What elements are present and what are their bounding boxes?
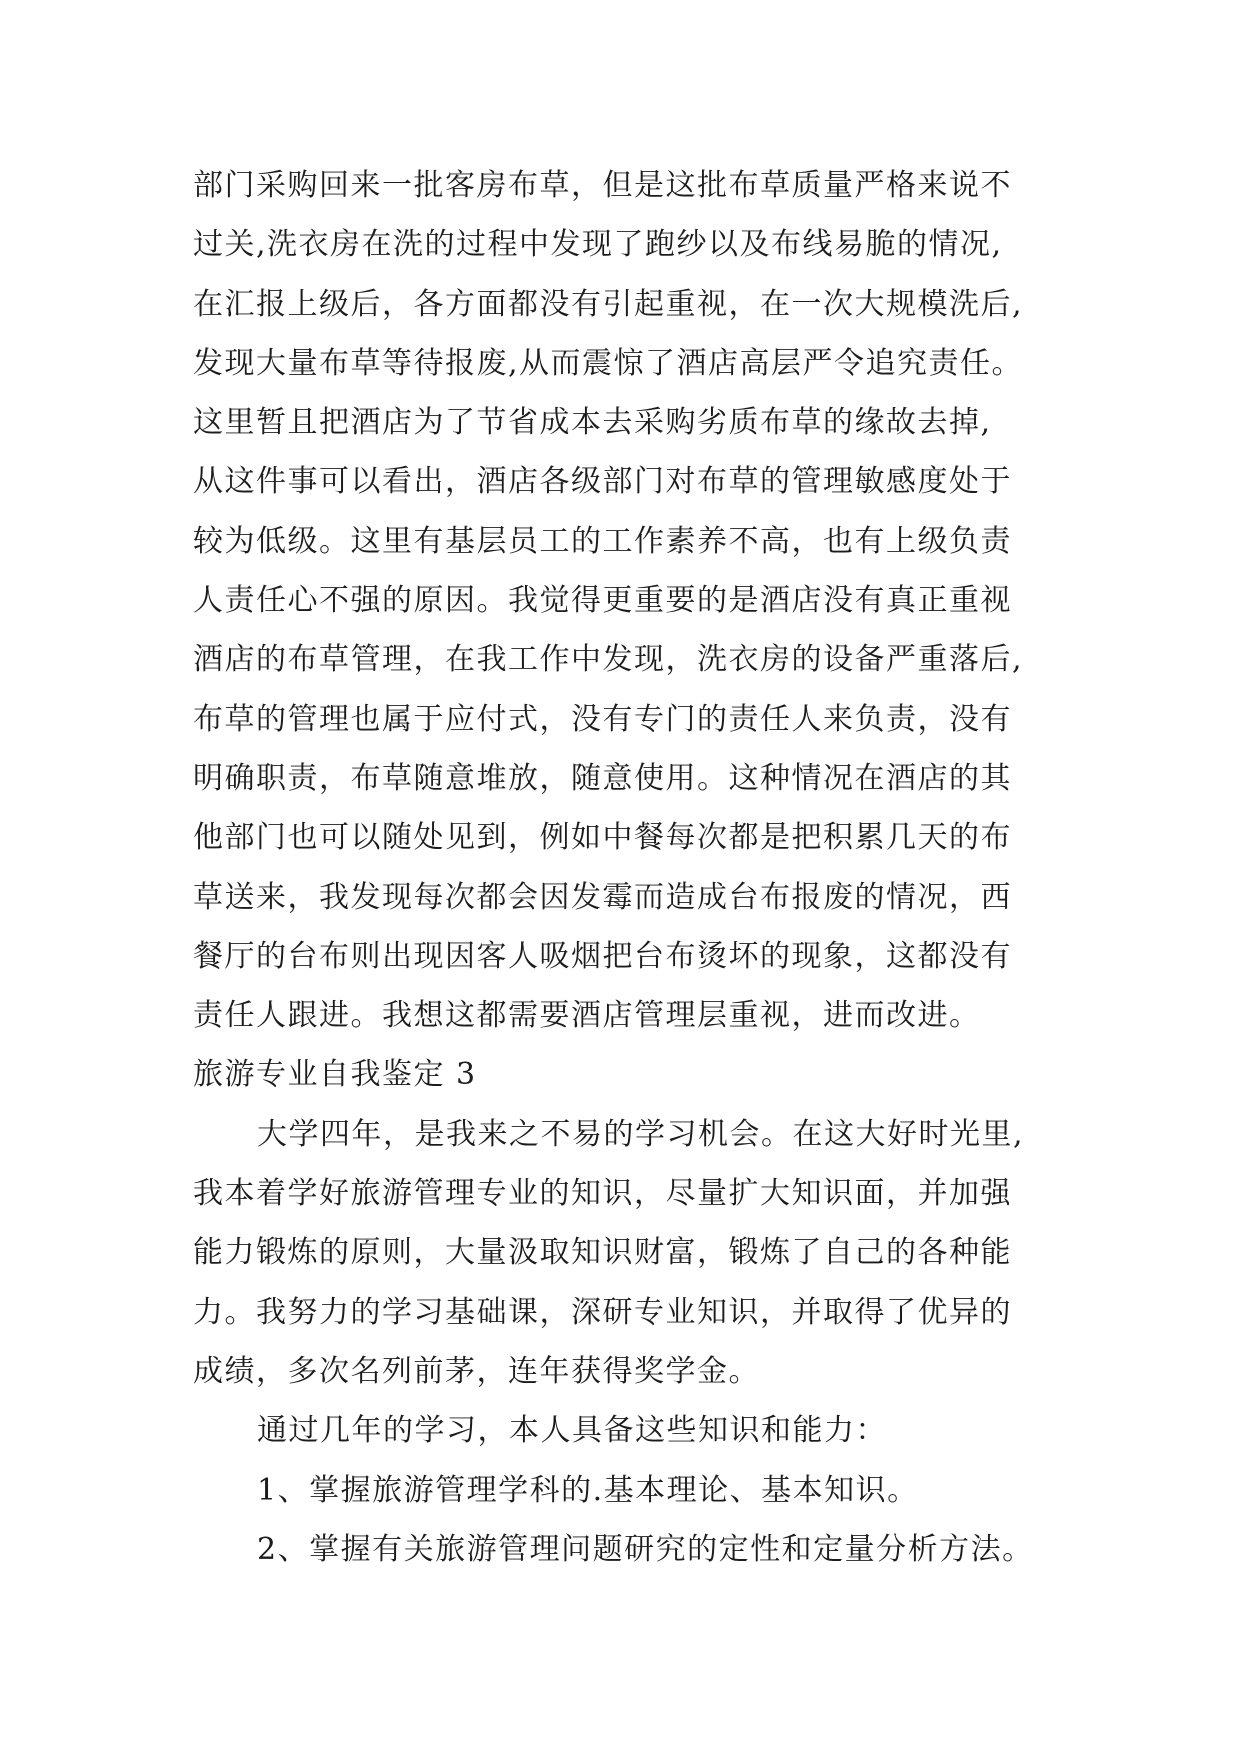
text-line: 我本着学好旅游管理专业的知识，尽量扩大知识面，并加强 (193, 1176, 1012, 1212)
text-line: 草送来，我发现每次都会因发霉而造成台布报废的情况，西 (193, 879, 1012, 915)
text-line: 布草的管理也属于应付式，没有专门的责任人来负责，没有 (193, 701, 1012, 737)
text-line: 能力锻炼的原则，大量汲取知识财富，锻炼了自己的各种能 (193, 1235, 1012, 1271)
text-line: 他部门也可以随处见到，例如中餐每次都是把积累几天的布 (193, 820, 1012, 856)
text-line: 发现大量布草等待报废,从而震惊了酒店高层严令追究责任。 (193, 345, 1024, 381)
text-line: 责任人跟进。我想这都需要酒店管理层重视，进而改进。 (193, 998, 981, 1034)
text-line: 这里暂且把酒店为了节省成本去采购劣质布草的缘故去掉, (193, 405, 992, 441)
text-line: 在汇报上级后，各方面都没有引起重视，在一次大规模洗后, (193, 286, 1024, 322)
list-item: 2、掌握有关旅游管理问题研究的定性和定量分析方法。 (257, 1531, 1034, 1567)
text-line: 成绩，多次名列前茅，连年获得奖学金。 (193, 1353, 760, 1389)
text-line: 大学四年，是我来之不易的学习机会。在这大好时光里, (257, 1116, 1025, 1152)
text-line: 明确职责，布草随意堆放，随意使用。这种情况在酒店的其 (193, 760, 1012, 796)
text-line: 从这件事可以看出，酒店各级部门对布草的管理敏感度处于 (193, 464, 1012, 500)
document-body (193, 156, 1093, 1579)
text-line: 酒店的布草管理，在我工作中发现，洗衣房的设备严重落后, (193, 642, 1024, 678)
paragraph-2: 通过几年的学习，本人具备这些知识和能力： (257, 1413, 887, 1449)
text-line: 较为低级。这里有基层员工的工作素养不高，也有上级负责 (193, 523, 1012, 559)
text-line: 部门采购回来一批客房布草，但是这批布草质量严格来说不 (193, 168, 1012, 203)
text-line: 餐厅的台布则出现因客人吸烟把台布烫坏的现象，这都没有 (193, 938, 1012, 974)
text-line: 力。我努力的学习基础课，深研专业知识，并取得了优异的 (193, 1294, 1012, 1330)
section-title: 旅游专业自我鉴定 3 (193, 1057, 477, 1093)
text-line: 过关,洗衣房在洗的过程中发现了跑纱以及布线易脆的情况, (193, 227, 1003, 263)
paragraph-1 (193, 1105, 1093, 1401)
text-line: 人责任心不强的原因。我觉得更重要的是酒店没有真正重视 (193, 583, 1012, 619)
list-item: 1、掌握旅游管理学科的.基本理论、基本知识。 (257, 1472, 919, 1508)
continued-paragraph (193, 156, 1093, 1045)
